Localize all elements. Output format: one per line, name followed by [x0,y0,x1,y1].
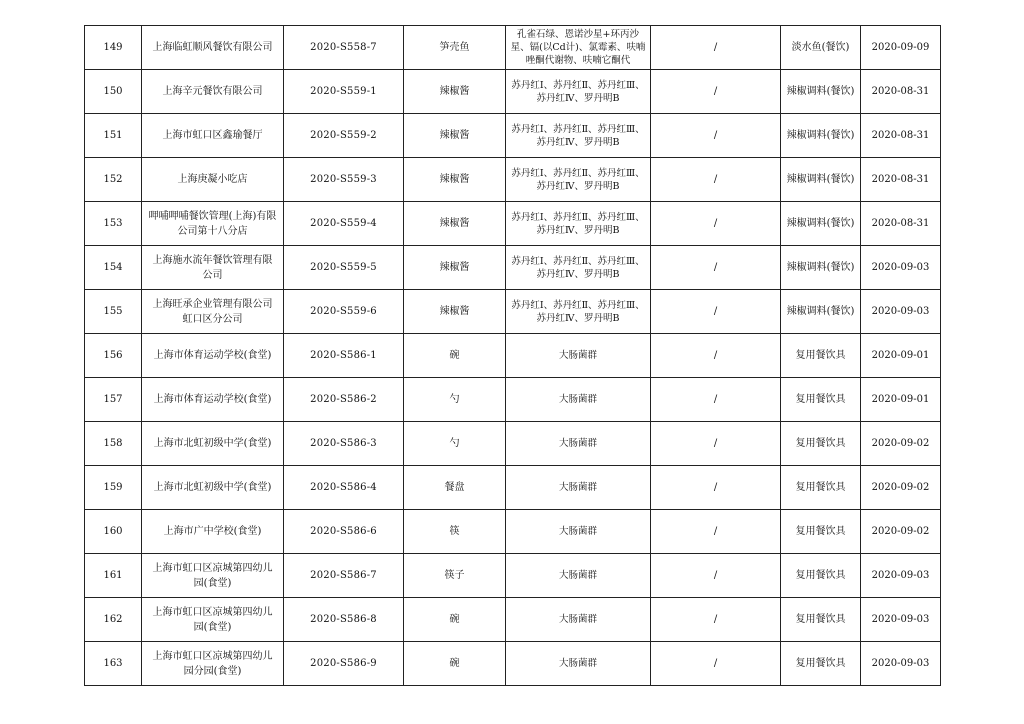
sample-code: 2020-S586-8 [284,598,404,642]
sample-name: 辣椒酱 [404,246,506,290]
food-category: 辣椒调料(餐饮) [781,246,861,290]
sampling-date: 2020-08-31 [861,202,941,246]
sample-code: 2020-S559-1 [284,70,404,114]
test-result: / [651,598,781,642]
test-items: 大肠菌群 [506,554,651,598]
food-category: 淡水鱼(餐饮) [781,26,861,70]
test-items: 大肠菌群 [506,598,651,642]
table-row [85,642,941,686]
sample-name: 碗 [404,598,506,642]
sample-code: 2020-S559-5 [284,246,404,290]
sampling-date: 2020-09-03 [861,554,941,598]
food-category: 复用餐饮具 [781,554,861,598]
company-name: 上海市虹口区鑫瑜餐厅 [142,114,284,158]
food-category: 辣椒调料(餐饮) [781,202,861,246]
test-result: / [651,466,781,510]
row-number: 158 [85,422,142,466]
food-category: 复用餐饮具 [781,334,861,378]
row-number: 161 [85,554,142,598]
table-row [85,158,941,202]
company-name: 呷哺呷哺餐饮管理(上海)有限公司第十八分店 [142,202,284,246]
row-number: 160 [85,510,142,554]
sampling-date: 2020-09-02 [861,422,941,466]
company-name: 上海市体育运动学校(食堂) [142,334,284,378]
test-items: 苏丹红Ⅰ、苏丹红Ⅱ、苏丹红Ⅲ、苏丹红Ⅳ、罗丹明B [506,246,651,290]
test-items: 孔雀石绿、恩诺沙星+环丙沙星、镉(以Cd计)、氯霉素、呋喃唑酮代谢物、呋喃它酮代 [506,26,651,70]
food-category: 复用餐饮具 [781,510,861,554]
company-name: 上海市虹口区凉城第四幼儿园分园(食堂) [142,642,284,686]
sample-code: 2020-S586-9 [284,642,404,686]
sampling-date: 2020-09-03 [861,246,941,290]
sampling-date: 2020-09-02 [861,510,941,554]
sample-name: 勺 [404,378,506,422]
sample-name: 辣椒酱 [404,202,506,246]
table-row [85,70,941,114]
row-number: 163 [85,642,142,686]
company-name: 上海临虹顺风餐饮有限公司 [142,26,284,70]
sampling-date: 2020-09-03 [861,290,941,334]
sample-code: 2020-S586-7 [284,554,404,598]
test-result: / [651,114,781,158]
test-result: / [651,290,781,334]
table-row [85,378,941,422]
sampling-date: 2020-09-03 [861,598,941,642]
row-number: 153 [85,202,142,246]
row-number: 152 [85,158,142,202]
row-number: 151 [85,114,142,158]
test-items: 大肠菌群 [506,466,651,510]
company-name: 上海市北虹初级中学(食堂) [142,466,284,510]
table-body [85,26,941,686]
row-number: 150 [85,70,142,114]
company-name: 上海市体育运动学校(食堂) [142,378,284,422]
sample-code: 2020-S586-1 [284,334,404,378]
table-row [85,510,941,554]
food-category: 辣椒调料(餐饮) [781,70,861,114]
test-items: 苏丹红Ⅰ、苏丹红Ⅱ、苏丹红Ⅲ、苏丹红Ⅳ、罗丹明B [506,70,651,114]
test-items: 苏丹红Ⅰ、苏丹红Ⅱ、苏丹红Ⅲ、苏丹红Ⅳ、罗丹明B [506,114,651,158]
test-result: / [651,158,781,202]
row-number: 149 [85,26,142,70]
sample-name: 餐盘 [404,466,506,510]
sample-name: 筷 [404,510,506,554]
sampling-date: 2020-09-09 [861,26,941,70]
sample-name: 笋壳鱼 [404,26,506,70]
table-row [85,554,941,598]
table-row [85,202,941,246]
table-row [85,334,941,378]
company-name: 上海市虹口区凉城第四幼儿园(食堂) [142,598,284,642]
food-category: 复用餐饮具 [781,598,861,642]
table-row [85,466,941,510]
food-category: 复用餐饮具 [781,422,861,466]
test-items: 大肠菌群 [506,422,651,466]
table-row [85,26,941,70]
test-result: / [651,202,781,246]
table-row [85,422,941,466]
test-result: / [651,510,781,554]
test-result: / [651,26,781,70]
test-items: 大肠菌群 [506,642,651,686]
test-items: 苏丹红Ⅰ、苏丹红Ⅱ、苏丹红Ⅲ、苏丹红Ⅳ、罗丹明B [506,158,651,202]
test-result: / [651,422,781,466]
test-items: 苏丹红Ⅰ、苏丹红Ⅱ、苏丹红Ⅲ、苏丹红Ⅳ、罗丹明B [506,290,651,334]
sample-code: 2020-S559-4 [284,202,404,246]
sample-name: 辣椒酱 [404,114,506,158]
company-name: 上海庚凝小吃店 [142,158,284,202]
sampling-date: 2020-08-31 [861,158,941,202]
test-items: 大肠菌群 [506,510,651,554]
row-number: 156 [85,334,142,378]
sample-name: 筷子 [404,554,506,598]
row-number: 159 [85,466,142,510]
sample-name: 辣椒酱 [404,290,506,334]
sampling-date: 2020-09-01 [861,378,941,422]
sample-name: 辣椒酱 [404,158,506,202]
company-name: 上海市虹口区凉城第四幼儿园(食堂) [142,554,284,598]
row-number: 154 [85,246,142,290]
sampling-date: 2020-09-03 [861,642,941,686]
food-category: 辣椒调料(餐饮) [781,114,861,158]
food-category: 复用餐饮具 [781,466,861,510]
sampling-date: 2020-09-02 [861,466,941,510]
table-row [85,290,941,334]
test-result: / [651,246,781,290]
sample-code: 2020-S559-6 [284,290,404,334]
sampling-date: 2020-08-31 [861,114,941,158]
food-category: 辣椒调料(餐饮) [781,290,861,334]
sample-name: 碗 [404,642,506,686]
table-row [85,114,941,158]
test-result: / [651,334,781,378]
company-name: 上海辛元餐饮有限公司 [142,70,284,114]
food-category: 复用餐饮具 [781,378,861,422]
sample-code: 2020-S586-6 [284,510,404,554]
sample-code: 2020-S586-2 [284,378,404,422]
sampling-date: 2020-09-01 [861,334,941,378]
sample-name: 勺 [404,422,506,466]
test-items: 苏丹红Ⅰ、苏丹红Ⅱ、苏丹红Ⅲ、苏丹红Ⅳ、罗丹明B [506,202,651,246]
test-items: 大肠菌群 [506,334,651,378]
row-number: 155 [85,290,142,334]
food-category: 辣椒调料(餐饮) [781,158,861,202]
company-name: 上海市广中学校(食堂) [142,510,284,554]
table-row [85,246,941,290]
row-number: 162 [85,598,142,642]
company-name: 上海市北虹初级中学(食堂) [142,422,284,466]
test-result: / [651,70,781,114]
sample-code: 2020-S586-4 [284,466,404,510]
sampling-date: 2020-08-31 [861,70,941,114]
table-row [85,598,941,642]
inspection-results-table [84,25,941,686]
company-name: 上海旺承企业管理有限公司虹口区分公司 [142,290,284,334]
test-result: / [651,378,781,422]
row-number: 157 [85,378,142,422]
test-result: / [651,642,781,686]
test-items: 大肠菌群 [506,378,651,422]
sample-code: 2020-S558-7 [284,26,404,70]
sample-name: 辣椒酱 [404,70,506,114]
sample-name: 碗 [404,334,506,378]
food-category: 复用餐饮具 [781,642,861,686]
company-name: 上海施水流年餐饮管理有限公司 [142,246,284,290]
test-result: / [651,554,781,598]
sample-code: 2020-S586-3 [284,422,404,466]
sample-code: 2020-S559-2 [284,114,404,158]
sample-code: 2020-S559-3 [284,158,404,202]
